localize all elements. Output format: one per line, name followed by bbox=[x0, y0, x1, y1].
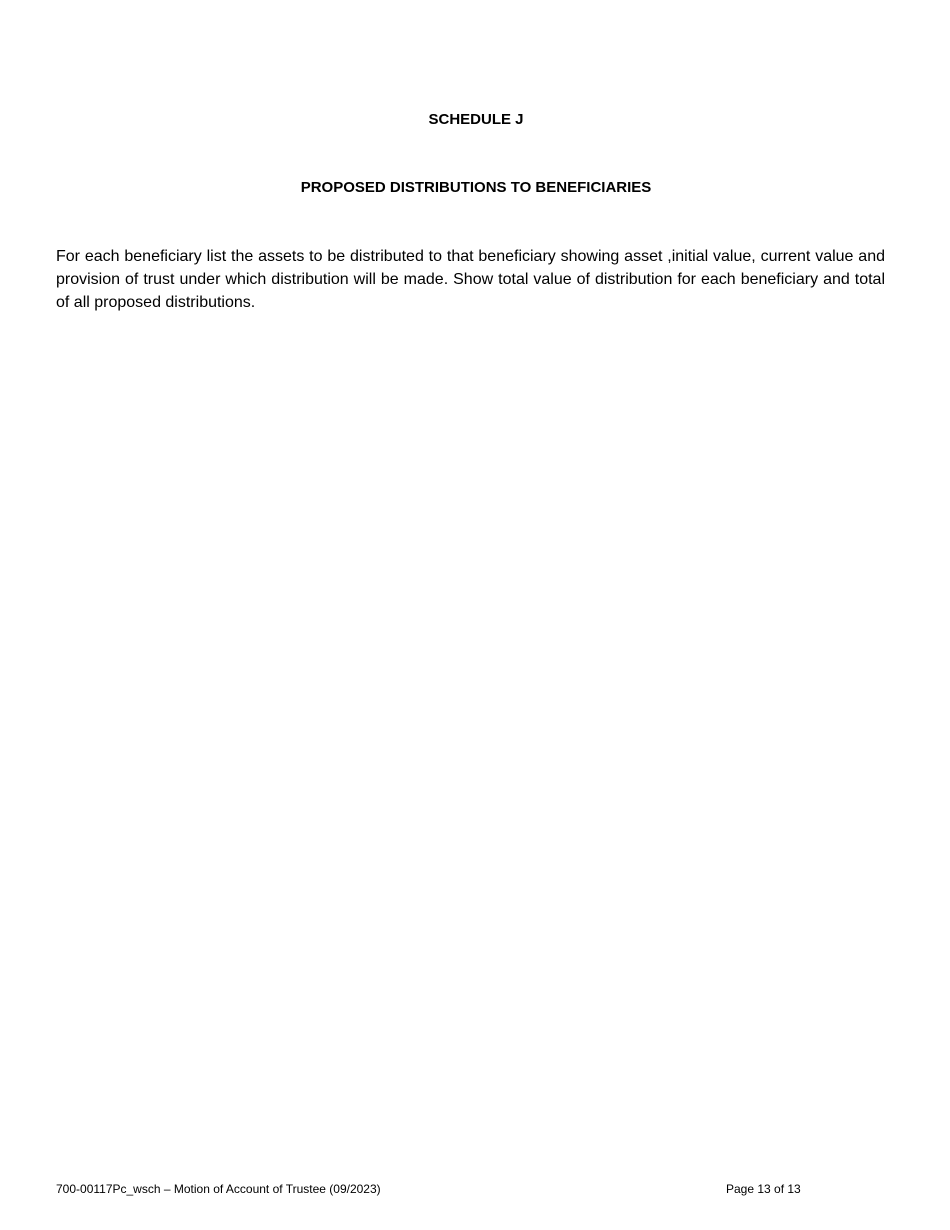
footer-form-id: 700-00117Pc_wsch – Motion of Account of Trustee (09/2023) bbox=[56, 1182, 381, 1196]
schedule-title: SCHEDULE J bbox=[428, 111, 524, 128]
section-title: PROPOSED DISTRIBUTIONS TO BENEFICIARIES bbox=[300, 179, 652, 196]
instructions-paragraph: For each beneficiary list the assets to be distributed to that beneficiary showing asset ,initial value, current value and provision of trust under which distribution will be made. Show total value of distribution for each beneficiary and total of all proposed distributions. bbox=[56, 248, 885, 311]
footer-page-number: Page 13 of 13 bbox=[726, 1182, 801, 1196]
